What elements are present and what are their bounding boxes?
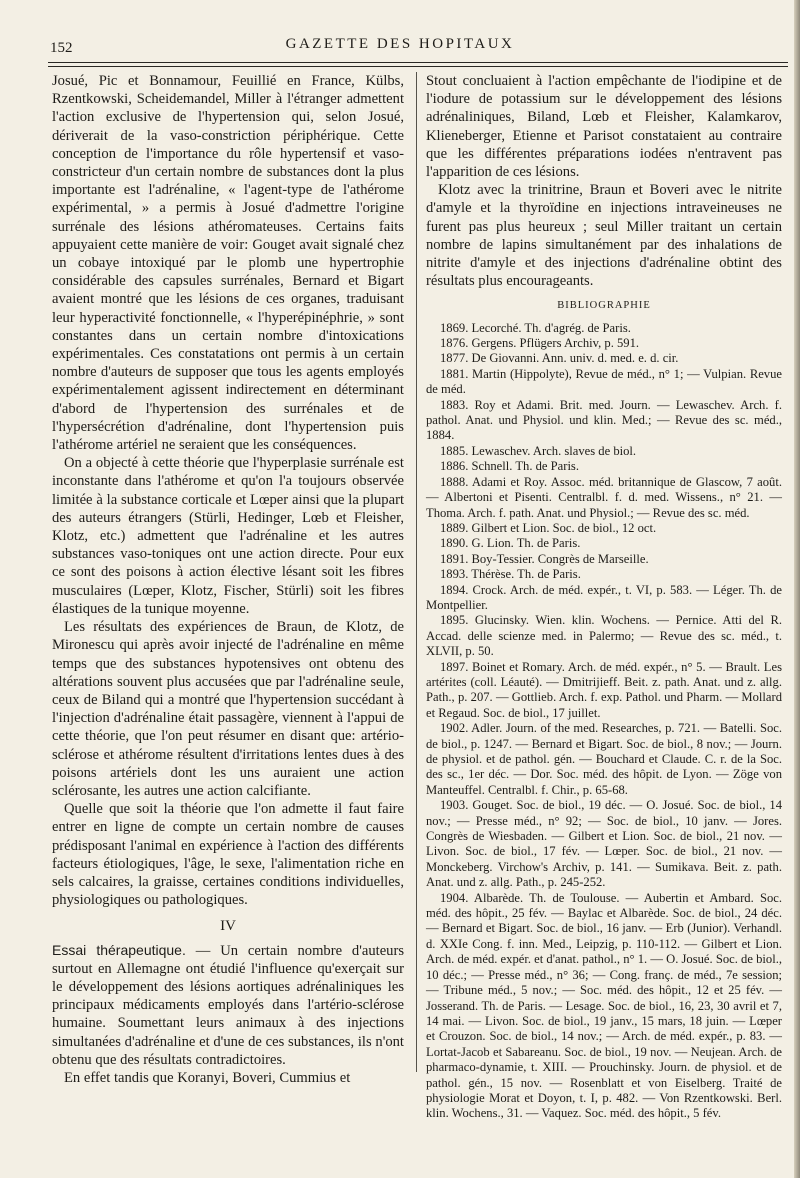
bibliography-entry: 1876. Gergens. Pflügers Archiv, p. 591. xyxy=(440,336,640,351)
paragraph xyxy=(52,941,404,1069)
paragraph: Quelle que soit la théorie que l'on admette il faut faire entrer en ligne de compte un certain nombre de causes prédisposant l'animal en expérience à l'action des différents facteurs étiologiques, l'âge, le sexe, l'alimentation riche en sels calcaires, la graisse, certaines conditions individuelles, physiologiques ou pathologiques. xyxy=(52,801,404,909)
paragraph: Klotz avec la trinitrine, Braun et Boveri avec le nitrite d'amyle et la thyroïdine en injections intraveineuses ne furent pas plus heureux ; seul Miller traitant un certain nombre de lapins simultanément par des inhalations de nitrite d'amyle et des injections d'adrénaline obtint des résultats plus encourageants. xyxy=(426,182,782,290)
paragraph: Les résultats des expériences de Braun, de Klotz, de Mironescu qui après avoir injecté de l'adrénaline en même temps que des substances hypotensives ont obtenu des altérations souvent plus accusées que par l'adrénaline seule, ceux de Biland qui a montré que l'hypertension succédant à l'injection d'adrénaline était passagère, viennent à l'appui de cette théorie, que l'on peut résumer en disant que: artério-sclérose et athérome résultent d'irritations lentes dues à des poisons artériels dont les uns auraient une action sclérosante, les autres une action calcifiante. xyxy=(52,619,404,799)
bibliography-entry: 1902. Adler. Journ. of the med. Researches, p. 721. — Batelli. Soc. de biol., p. 1247. — Bernard et Bigart. Soc. de biol., 8 nov.; — Journ. de physiol. et de pathol. gén. — Bouchard et Claude. C. r. de la Soc. des sc., 1er déc. — Dor. Soc. méd. des hôpit. de Lyon. — Zöge von Manteuffel. Centralbl. f. Chir., p. 65-68. xyxy=(426,721,782,797)
bibliography-entry: 1889. Gilbert et Lion. Soc. de biol., 12 oct. xyxy=(440,520,657,535)
section-number: IV xyxy=(220,918,236,935)
bibliography-entry: 1894. Crock. Arch. de méd. expér., t. VI, p. 583. — Léger. Th. de Montpellier. xyxy=(426,582,782,612)
left-column xyxy=(52,72,404,1087)
paragraph: Stout concluaient à l'action empêchante de l'iodipine et de l'iodure de potassium sur le développement des lésions adrénaliniques, Biland, Lœb et Fleisher, Kalamkarov, Klieneberger, Etienne et Parisot constataient au contraire que les différentes préparations iodées n'entravent pas l'apparition de ces lésions. xyxy=(426,73,782,181)
column-divider xyxy=(416,72,417,1072)
bibliography-entry: 1903. Gouget. Soc. de biol., 19 déc. — O. Josué. Soc. de biol., 14 nov.; — Presse méd., n° 92; — Soc. de biol., 10 janv. — Jores. Congrès de Wiesbaden. — Gilbert et Lion. Soc. de biol., 21 nov. — Livon. Soc. de biol., 17 fév. — Lœper. Soc. de biol., 21 nov. — Monckeberg. Virchow's Archiv, p. 141. — Sumikava. Beit. z. path. Anat. und z. allg. Path., p. 245-252. xyxy=(426,798,782,890)
bibliography-entry: 1886. Schnell. Th. de Paris. xyxy=(440,459,579,474)
paragraph: Josué, Pic et Bonnamour, Feuillié en France, Külbs, Rzentkowski, Scheidemandel, Miller à l'étranger admettent l'action exclusive de l'hypertension qui, selon Josué, dériverait de la vaso-constriction périphérique. Cette conception de l'importance du rôle hypertensif et vaso-constricteur d'un certain nombre de substances dont la plus importante est l'adrénaline, « l'agent-type de l'athérome expérimental, » a permis à Josué d'admettre l'origine surrénale des lésions athéromateuses. Certains faits appuyaient cette manière de voir: Gouget avait signalé chez un cobaye intoxiqué par le plomb une hypertrophie considérable des capsules surrénales, Bernard et Bigart avaient montré que les lésions de ces organes, traduisant leur hyperactivité fonctionnelle, « l'hyperépinéphrie, » sont constantes dans un certain nombre d'intoxications expérimentales. Ces constatations ont permis à un certain nombre d'auteurs de supposer que tous les agents employés expérimentalement agissent indirectement en déterminant d'abord de l'hypertension des surrénales et de l'hypersécrétion d'adrénaline, dont l'hypertension puis l'athérome artériel ne seraient que les conséquences. xyxy=(52,73,404,454)
bibliography-entry: 1890. G. Lion. Th. de Paris. xyxy=(440,536,581,551)
page-number: 152 xyxy=(50,40,73,56)
paragraph: En effet tandis que Koranyi, Boveri, Cummius et xyxy=(64,1069,351,1086)
page-spine-edge xyxy=(794,0,800,1178)
section-text: — Un certain nombre d'auteurs surtout en Allemagne ont étudié l'influence qu'exerçait sur le développement des lésions aortiques adrénaliniques les principaux médicaments employés dans l'artério-sclérose humaine. Soumettant leurs animaux à des injections simultanées d'adrénaline et d'une de ces substances, ils n'ont obtenu que des résultats contradictoires. xyxy=(52,942,405,1068)
right-column xyxy=(426,72,782,1122)
bibliography-entry: 1895. Glucinsky. Wien. klin. Wochens. — Pernice. Atti del R. Accad. delle scienze med. in Palermo; — Revue des sc. méd., t. XLVII, p. 50. xyxy=(426,613,782,659)
bibliography-entry: 1897. Boinet et Romary. Arch. de méd. expér., n° 5. — Brault. Les artérites (coll. Léauté). — Dmitrijieff. Beit. z. path. Anat. und z. allg. Path., p. 207. — Gottlieb. Arch. f. exp. Pathol. und Pharm. — Mollard et Regaud. Soc. de biol., 17 juillet. xyxy=(426,659,782,720)
bibliography-title: BIBLIOGRAPHIE xyxy=(557,300,651,312)
bibliography-entry: 1885. Lewaschev. Arch. slaves de biol. xyxy=(440,443,637,458)
bibliography-entry: 1883. Roy et Adami. Brit. med. Journ. — Lewaschev. Arch. f. pathol. Anat. und Physiol. und klin. Med.; — Revue des sc. méd., 1884. xyxy=(426,397,782,443)
section-heading: Essai thérapeutique. xyxy=(52,941,186,958)
bibliography-list xyxy=(426,321,782,1122)
header-rule-top xyxy=(48,62,788,63)
bibliography-entry: 1881. Martin (Hippolyte), Revue de méd., n° 1; — Vulpian. Revue de méd. xyxy=(426,366,782,397)
bibliography-entry: 1869. Lecorché. Th. d'agrég. de Paris. xyxy=(440,320,631,335)
header-rule-bottom xyxy=(48,66,788,67)
bibliography-entry: 1904. Albarède. Th. de Toulouse. — Aubertin et Ambard. Soc. méd. des hôpit., 25 fév. — Baylac et Albarède. Soc. de biol., 24 déc. — Bernard et Bigart. Soc. de biol., 16 janv. — Erb (Junior). Verhandl. d. XXIe Cong. f. inn. Med., Leipzig, p. 110-112. — Gilbert et Lion. Arch. de méd. expér. et d'anat. pathol., n° 1. — O. Josué. Soc. de biol., 10 déc.; — Presse méd., n° 36; — Cong. franç. de méd., 7e session; — Tribune méd., 5 nov.; — Soc. méd. des hôpit., 12 et 25 fév. — Josserand. Th. de Paris. — Lesage. Soc. de biol., 16, 23, 30 avril et 7, 14 mai. — Livon. Soc. de biol., 19 janv., 15 mars, 18 juin. — Lœper et Crouzon. Soc. de biol., 14 nov.; — Arch. de méd. expér., p. 83. — Lortat-Jacob et Sabareanu. Soc. de biol., 19 nov. — Neujean. Arch. de pharmaco-dynamie, t. XIII. — Prouchinsky. Journ. de physiol. et de pathol. gén., 15 nov. — Rosenblatt et von Eiselberg. Traité de physiologie Morat et Doyon, t. I, p. 482. — Von Rzentkowski. Berl. klin. Wochens., 31. — Vaquez. Soc. méd. des hôpit., 5 fév. xyxy=(426,890,782,1121)
bibliography-entry: 1888. Adami et Roy. Assoc. méd. britannique de Glascow, 7 août. — Albertoni et Pisenti. Centralbl. f. d. med. Wissens., n° 21. — Thoma. Arch. f. path. Anat. und Physiol.; — Revue des sc. méd. xyxy=(426,474,782,520)
running-title: GAZETTE DES HOPITAUX xyxy=(285,36,515,52)
bibliography-entry: 1891. Boy-Tessier. Congrès de Marseille. xyxy=(440,551,649,566)
paragraph: On a objecté à cette théorie que l'hyperplasie surrénale est inconstante dans l'athérome et qu'on l'a toujours observée limitée à la substance corticale et Lœper ainsi que la plupart des auteurs étrangers (Stürli, Hedinger, Lœb et Fleisher, Klotz, etc.) admettent que l'adrénaline et les autres substances vaso-toniques ont une action directe. Pour eux ce sont des poisons à action élective lésant soit les fibres musculaires (Lœper, Klotz, Fischer, Stürli) soit les fibres élastiques de la tunique moyenne. xyxy=(52,455,404,617)
bibliography-entry: 1877. De Giovanni. Ann. univ. d. med. e. d. cir. xyxy=(440,351,679,366)
bibliography-entry: 1893. Thérèse. Th. de Paris. xyxy=(440,567,581,582)
